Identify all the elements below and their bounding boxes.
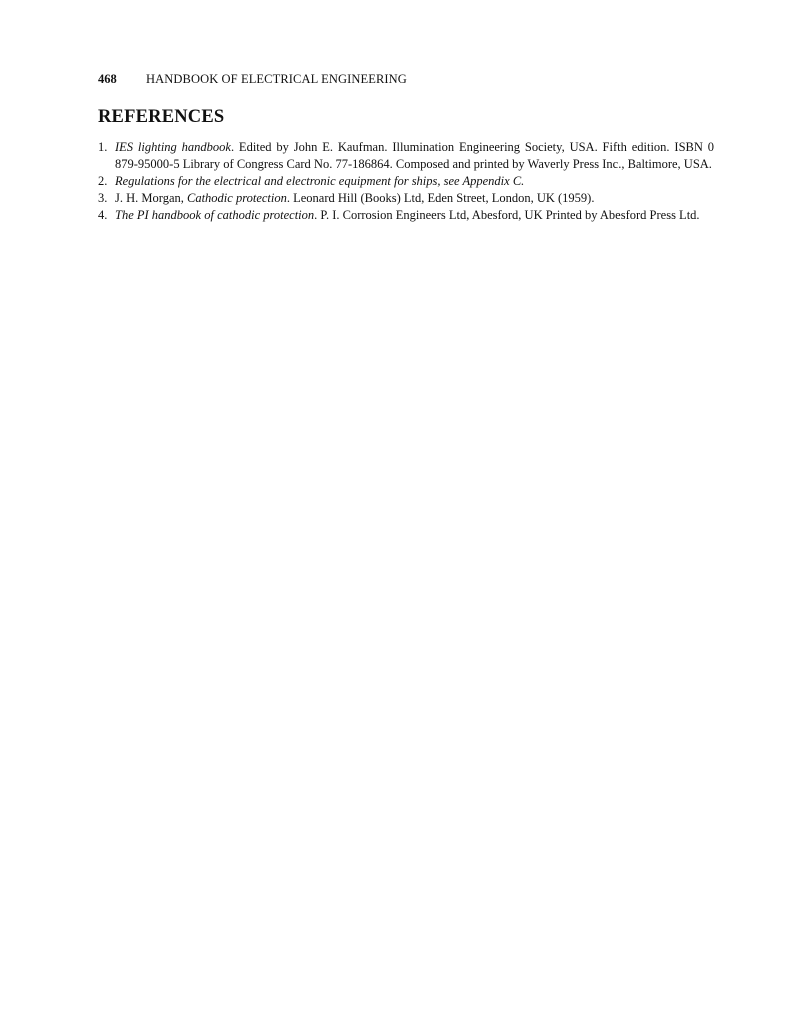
reference-title: IES lighting handbook — [115, 140, 231, 154]
reference-title: The PI handbook of cathodic protection — [115, 208, 315, 222]
reference-details: . Leonard Hill (Books) Ltd, Eden Street, London, UK (1959). — [286, 191, 595, 205]
section-title: REFERENCES — [98, 107, 225, 127]
reference-details: . Edited by John E. Kaufman. Illumination Engineering Society, USA. Fifth edition. ISBN 0 879-95000-5 Library of Congress Card No. 77-186864. Composed and printed by Waverly Press Inc., Baltimore, USA. — [115, 140, 714, 171]
reference-number: 1. — [98, 140, 108, 154]
reference-number: 2. — [98, 174, 108, 188]
reference-item — [98, 139, 714, 173]
reference-details: . P. I. Corrosion Engineers Ltd, Abesford, UK Printed by Abesford Press Ltd. — [314, 208, 700, 222]
reference-author: J. H. Morgan, — [115, 191, 187, 205]
reference-item — [98, 190, 714, 207]
reference-number: 4. — [98, 208, 108, 222]
reference-title: Cathodic protection — [187, 191, 287, 205]
reference-item — [98, 207, 714, 224]
reference-title: Regulations for the electrical and electronic equipment for ships, see Appendix C. — [115, 174, 525, 188]
reference-list — [98, 139, 714, 224]
page-number: 468 — [98, 72, 117, 86]
reference-item — [98, 173, 714, 190]
reference-number: 3. — [98, 191, 108, 205]
running-header — [98, 70, 714, 88]
document-page — [98, 70, 714, 224]
running-header-title: HANDBOOK OF ELECTRICAL ENGINEERING — [146, 72, 407, 86]
